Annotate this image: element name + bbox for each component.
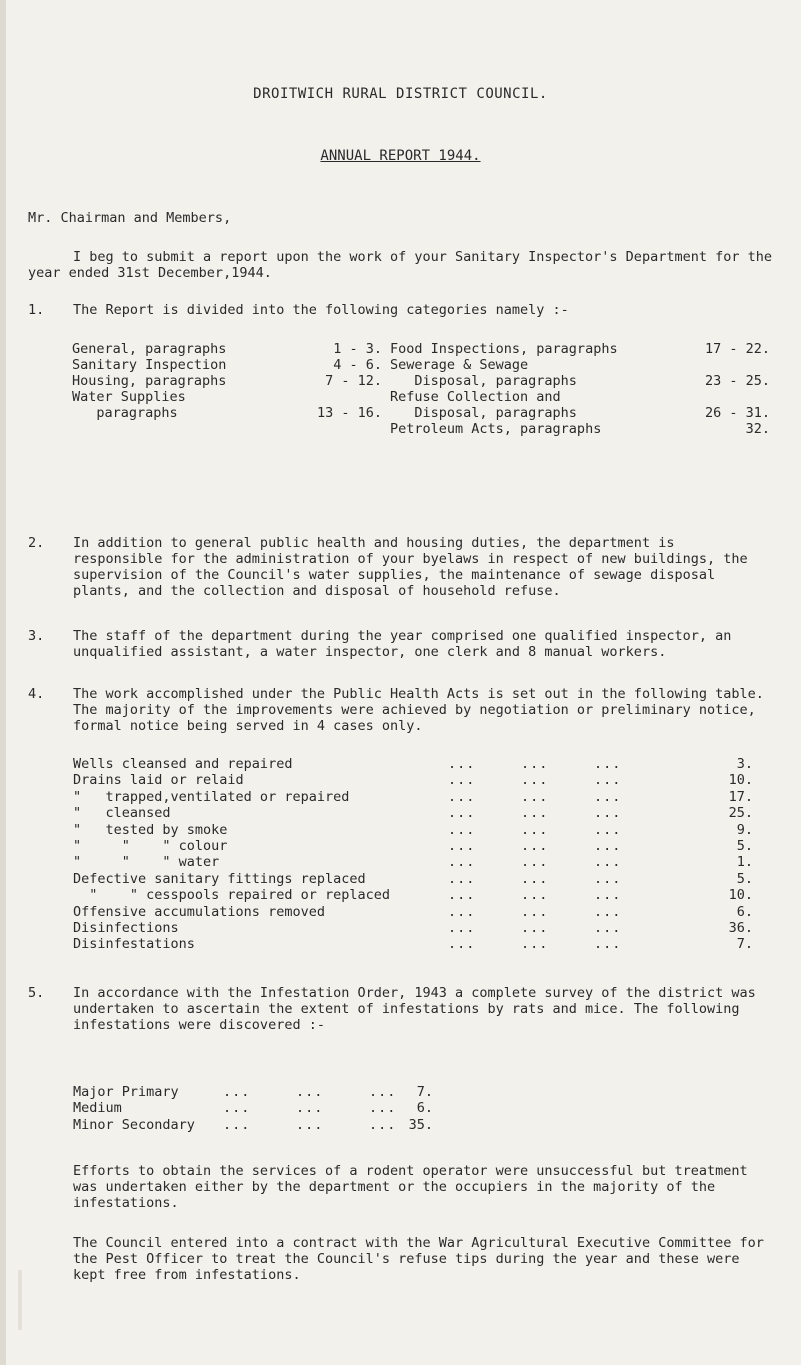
category-row [390,341,770,357]
category-label: Housing, paragraphs [72,373,227,389]
work-label: " " " water [73,854,220,871]
work-value: 25. [728,805,753,822]
paragraph-text: In accordance with the Infestation Order, 1943 a complete survey of the district was undertaken to ascertain the extent of infestations by rats and mice. The following infestations were discovered :- [73,985,756,1033]
work-value: 10. [728,887,753,904]
paragraph-number: 2. [28,535,45,551]
leader-dots: ... ... ... [448,788,622,805]
categories-right-column [390,341,770,437]
leader-dots: ... ... ... [223,1116,397,1133]
paragraph-1 [28,302,768,318]
category-label: Sanitary Inspection [72,357,227,373]
scan-edge-shadow [0,0,6,1365]
work-value: 9. [736,821,753,838]
leader-dots: ... ... ... [223,1084,397,1100]
table-row [73,838,753,854]
paragraph-number: 4. [28,686,45,702]
paragraph-3 [28,628,768,660]
work-value: 36. [728,919,753,936]
category-row [390,421,770,437]
paragraph-text: The work accomplished under the Public Health Acts is set out in the following table. The majority of the improvements were achieved by negotiation or preliminary notice, formal notice being served in 4 cases only. [73,686,764,734]
category-range: 17 - 22. [704,341,770,357]
table-row [73,1084,493,1100]
table-row [73,871,753,887]
leader-dots: ... ... ... [448,772,622,789]
leader-dots: ... ... ... [448,854,622,871]
paragraph-5-continued [73,1163,773,1211]
paragraph-text: Efforts to obtain the services of a rodent operator were unsuccessful but treatment was undertaken either by the department or the occupiers in the majority of the infestations. [73,1163,748,1211]
work-value: 1. [736,854,753,871]
work-value: 17. [728,788,753,805]
paragraph-2 [28,535,768,599]
category-row [72,341,382,357]
infestation-value: 35. [408,1116,433,1133]
work-label: Defective sanitary fittings replaced [73,870,366,887]
table-row [73,904,753,920]
leader-dots: ... ... ... [448,936,622,953]
work-label: " cleansed [73,805,171,822]
leader-dots: ... ... ... [448,837,622,854]
category-range: 13 - 16. [316,405,382,421]
category-row [72,389,382,405]
work-value: 6. [736,903,753,920]
leader-dots: ... ... ... [448,903,622,920]
work-value: 3. [736,756,753,772]
table-row [73,1117,493,1133]
council-heading: DROITWICH RURAL DISTRICT COUNCIL. [253,86,548,102]
work-value: 5. [736,837,753,854]
category-row [72,405,382,421]
category-range: 32. [745,421,770,437]
paragraph-number: 5. [28,985,45,1001]
work-accomplished-table [73,756,753,953]
intro-paragraph [28,249,773,281]
work-label: Drains laid or relaid [73,772,244,789]
infestations-table [73,1084,493,1133]
intro-text: I beg to submit a report upon the work of your Sanitary Inspector's Department for the year ended 31st December,1944. [28,249,772,281]
leader-dots: ... ... ... [448,870,622,887]
category-label: General, paragraphs [72,341,227,357]
leader-dots: ... ... ... [448,919,622,936]
work-label: " trapped,ventilated or repaired [73,788,350,805]
paragraph-text: The Report is divided into the following categories namely :- [73,302,569,318]
leader-dots: ... ... ... [223,1100,397,1117]
table-row [73,887,753,903]
category-label: Sewerage & Sewage [390,357,529,373]
infestation-label: Major Primary [73,1084,179,1100]
infestation-label: Medium [73,1100,122,1117]
work-label: Disinfestations [73,936,195,953]
leader-dots: ... ... ... [448,887,622,904]
table-row [73,936,753,952]
category-row [72,373,382,389]
category-label: Disposal, paragraphs [390,405,577,421]
category-row [390,373,770,389]
table-row [73,1100,493,1116]
infestation-value: 6. [416,1100,433,1117]
work-label: Disinfections [73,919,179,936]
table-row [73,756,753,772]
report-title: ANNUAL REPORT 1944. [320,148,481,164]
work-value: 10. [728,772,753,789]
leader-dots: ... ... ... [448,756,622,772]
paragraph-5-contract [73,1235,773,1283]
salutation: Mr. Chairman and Members, [28,210,232,226]
paragraph-text: The staff of the department during the year comprised one qualified inspector, an unqualified assistant, a water inspector, one clerk and 8 manual workers. [73,628,732,660]
work-label: " tested by smoke [73,821,228,838]
category-range: 1 - 3. [333,341,382,357]
table-row [73,789,753,805]
leader-dots: ... ... ... [448,805,622,822]
work-value: 5. [736,870,753,887]
category-label: Water Supplies [72,389,186,405]
table-row [73,920,753,936]
categories-left-column [72,341,382,421]
category-range: 4 - 6. [333,357,382,373]
category-row [390,389,770,405]
category-row [390,405,770,421]
paragraph-number: 1. [28,302,45,318]
table-row [73,772,753,788]
leader-dots: ... ... ... [448,821,622,838]
category-label: Food Inspections, paragraphs [390,341,618,357]
infestation-label: Minor Secondary [73,1116,195,1133]
scan-smudge [18,1270,22,1330]
category-row [390,357,770,373]
paragraph-5 [28,985,768,1033]
paragraph-text: The Council entered into a contract with the War Agricultural Executive Committee for the Pest Officer to treat the Council's refuse tips during the year and these were kept free from infestations. [73,1235,764,1283]
category-label: Refuse Collection and [390,389,561,405]
table-row [73,854,753,870]
category-label: paragraphs [72,405,178,421]
work-label: " " " colour [73,837,228,854]
table-row [73,805,753,821]
category-range: 26 - 31. [704,405,770,421]
infestation-value: 7. [416,1084,433,1100]
work-label: Offensive accumulations removed [73,903,325,920]
category-row [72,357,382,373]
table-row [73,822,753,838]
paragraph-4 [28,686,768,734]
category-label: Disposal, paragraphs [390,373,577,389]
paragraph-number: 3. [28,628,45,644]
paragraph-text: In addition to general public health and housing duties, the department is responsible for the administration of your byelaws in respect of new buildings, the supervision of the Council's water supplies, the maintenance of sewage disposal plants, and the collection and disposal of household refuse. [73,535,748,599]
category-range: 23 - 25. [704,373,770,389]
category-range: 7 - 12. [325,373,382,389]
work-value: 7. [736,936,753,953]
category-label: Petroleum Acts, paragraphs [390,421,602,437]
work-label: Wells cleansed and repaired [73,756,293,772]
work-label: " " cesspools repaired or replaced [73,887,390,904]
